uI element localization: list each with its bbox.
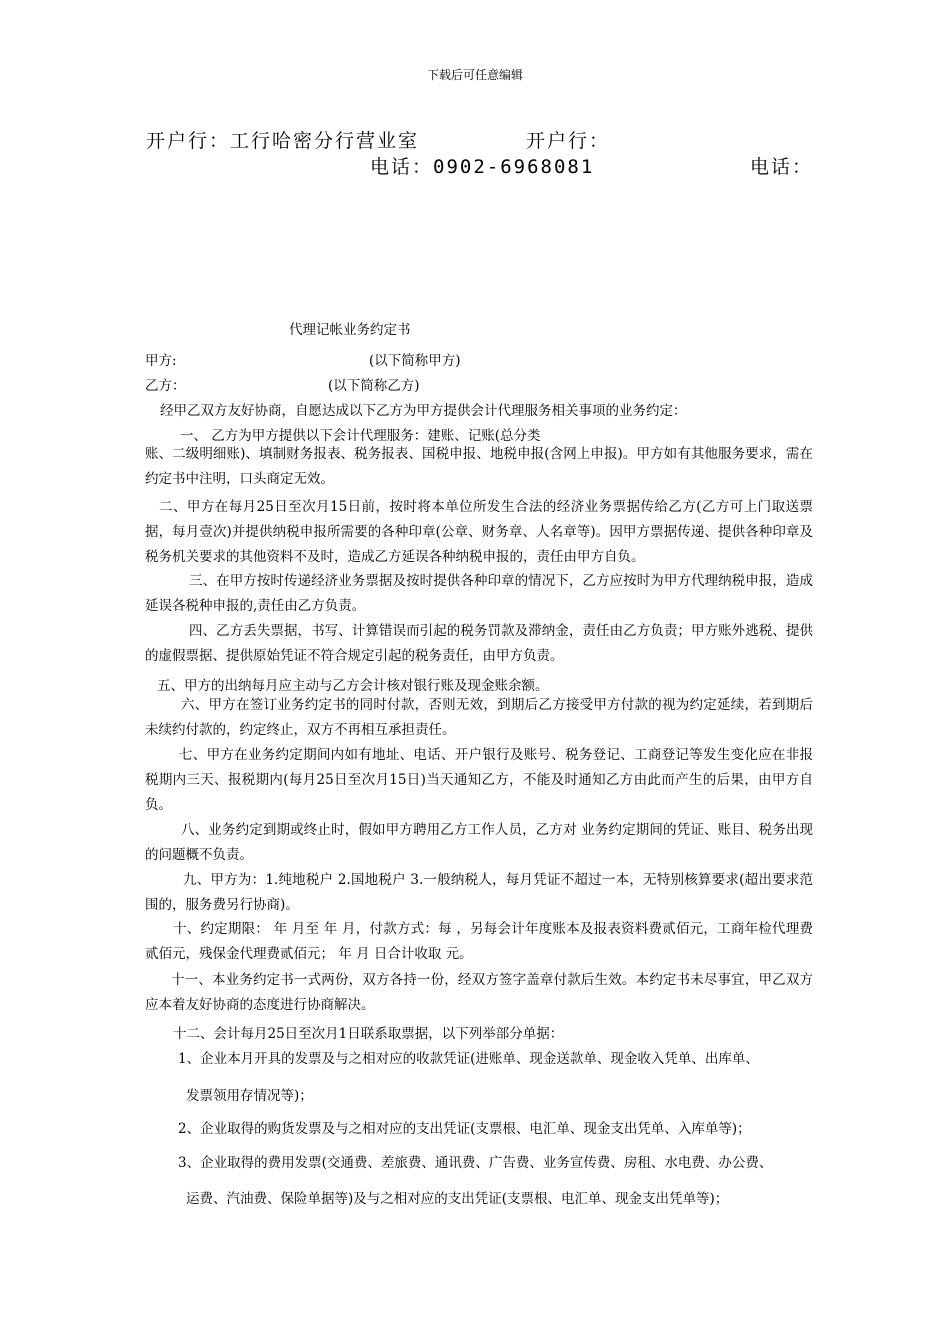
clause-2: 二、甲方在每月25日至次月15日前，按时将本单位所发生合法的经济业务票据传给乙方(乙方可上门取送票据，每月壹次)并提供纳税申报所需要的各种印章(公章、财务章、人名章等)。因甲方票据传递、提供各种印章及税务机关要求的其他资料不及时，造成乙方延误各种纳税申报的，责任由甲方自负。 [145, 499, 813, 565]
clause-3: 三、在甲方按时传递经济业务票据及按时提供各种印章的情况下，乙方应按时为甲方代理纳税申报，造成延误各税种申报的,责任由乙方负责。 [145, 573, 813, 614]
clause-1-body: 账、二级明细账)、填制财务报表、税务报表、国税申报、地税申报(含网上申报)。甲方如有其他服务要求，需在约定书中注明，口头商定无效。 [145, 446, 813, 487]
phone-left: 电话：0902-6968081 [370, 156, 595, 178]
clause-11: 十一、本业务约定书一式两份，双方各持一份，经双方签字盖章付款后生效。本约定书未尽事宜，甲乙双方应本着友好协商的态度进行协商解决。 [145, 972, 813, 1013]
party-a-label: 甲方: [145, 353, 177, 369]
bank-label-right: 开户行： [526, 130, 611, 152]
header-note: 下载后可任意编辑 [426, 68, 523, 82]
list-item-1b: 发票领用存情况等)； [186, 1088, 313, 1104]
clause-6: 六、甲方在签订业务约定书的同时付款，否则无效，到期后乙方接受甲方付款的视为约定延续，若到期后未续约付款的，约定终止，双方不再相互承担责任。 [145, 697, 813, 738]
clause-1-head: 一、 乙方为甲方提供以下会计代理服务：建账、记账(总分类 [180, 428, 541, 444]
clause-5: 五、甲方的出纳每月应主动与乙方会计核对银行账及现金账余额。 [157, 678, 549, 694]
clause-12: 十二、会计每月25日至次月1日联系取票据，以下列举部分单据： [173, 1026, 564, 1042]
list-item-1a: 1、企业本月开具的发票及与之相对应的收款凭证(进账单、现金送款单、现金收入凭单、出库单、 [178, 1051, 759, 1067]
clause-8: 八、业务约定到期或终止时，假如甲方聘用乙方工作人员，乙方对 业务约定期间的凭证、账目、税务出现的问题概不负责。 [145, 822, 813, 863]
clause-10: 十、约定期限： 年 月至 年 月，付款方式：每 ，另每会计年度账本及报表资料费贰佰元，工商年检代理费贰佰元，残保金代理费贰佰元； 年 月 日合计收取 元。 [145, 921, 813, 962]
clause-7: 七、甲方在业务约定期间内如有地址、电话、开户银行及账号、税务登记、工商登记等发生变化应在非报税期内三天、报税期内(每月25日至次月15日)当天通知乙方，不能及时通知乙方由此而产生的后果，由甲方自负。 [145, 747, 813, 813]
party-a-note: (以下简称甲方) [369, 353, 461, 369]
list-item-2: 2、企业取得的购货发票及与之相对应的支出凭证(支票根、电汇单、现金支出凭单、入库单等)； [178, 1121, 751, 1137]
phone-right: 电话： [750, 156, 814, 178]
party-b-label: 乙方： [145, 378, 186, 394]
list-item-3a: 3、企业取得的费用发票(交通费、差旅费、通讯费、广告费、业务宣传费、房租、水电费、办公费、 [178, 1155, 773, 1171]
party-b-note: (以下简称乙方) [328, 378, 420, 394]
document-title: 代理记帐业务约定书 [289, 322, 411, 338]
intro-paragraph: 经甲乙双方友好协商，自愿达成以下乙方为甲方提供会计代理服务相关事项的业务约定： [160, 403, 687, 419]
list-item-3b: 运费、汽油费、保险单据等)及与之相对应的支出凭证(支票根、电汇单、现金支出凭单等)； [186, 1191, 729, 1207]
clause-4: 四、乙方丢失票据，书写、计算错误而引起的税务罚款及滞纳金，责任由乙方负责；甲方账外逃税、提供的虚假票据、提供原始凭证不符合规定引起的税务责任，由甲方负责。 [145, 623, 813, 664]
clause-9: 九、甲方为：1.纯地税户 2.国地税户 3.一般纳税人，每月凭证不超过一本，无特别核算要求(超出要求范围的，服务费另行协商)。 [145, 872, 813, 913]
bank-label-left: 开户行：工行哈密分行营业室 [146, 130, 420, 152]
